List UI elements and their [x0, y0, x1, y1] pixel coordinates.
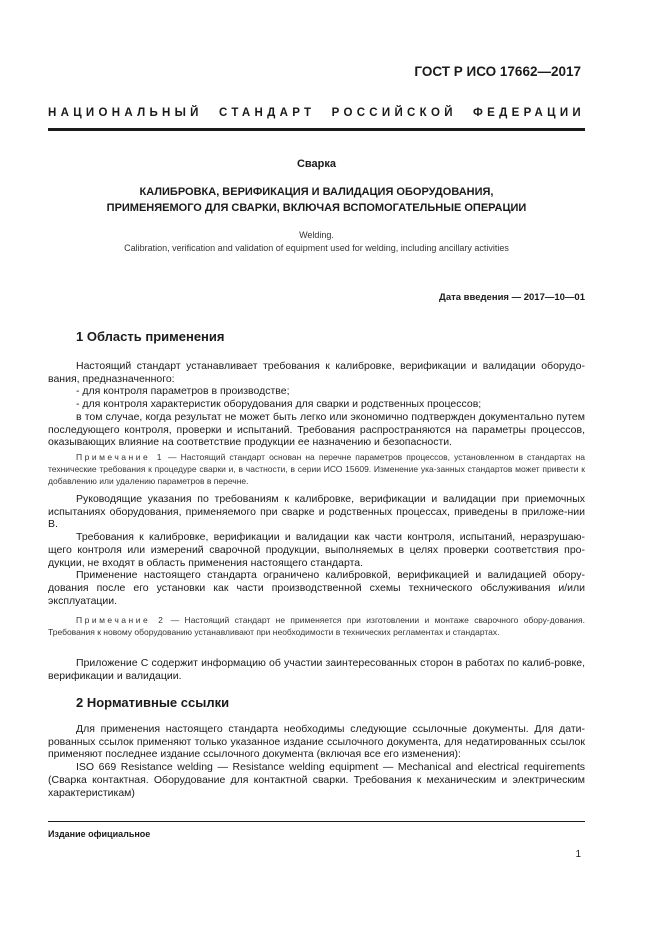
- guidance-paragraph: Руководящие указания по требованиям к калибровке, верификации и валидации при приемочных испытаниях оборудования, применяемого при сварке и родственных процессах, приведены в приложе-нии В.: [48, 493, 585, 531]
- section-2-para-1: [48, 723, 585, 799]
- limitation-paragraph: Применение настоящего стандарта ограничено калибровкой, верификацией и валидацией обору-дования после его установки как части производственной схемы технического обслуживания и/или эксплуатации.: [48, 569, 585, 607]
- note-1: [48, 452, 585, 487]
- header-rule: [48, 128, 585, 131]
- section-1-para-3: [48, 657, 585, 682]
- document-code: ГОСТ Р ИСО 17662—2017: [414, 64, 581, 79]
- note-2-text: — Настоящий стандарт не применяется при изготовлении и монтаже сварочного обору-дования. Требования к новому оборудованию устанавливают при необходимости в технических регламентах и стандартах.: [48, 615, 586, 637]
- section-1-heading: 1 Область применения: [76, 329, 225, 344]
- scope-list-item-2: - для контроля характеристик оборудования для сварки и родственных процессов;: [76, 398, 482, 411]
- scope-continuation: в том случае, когда результат не может быть легко или экономично подтвержден документально путем последующего контроля, проверки и испытаний. Требования распространяются на параметры процессов, оказывающих влияние на соответствие продукции ее назначению и безопасности.: [48, 410, 585, 449]
- main-title-ru: [48, 184, 585, 216]
- note-2-label: Примечание 2: [76, 615, 166, 625]
- note-1-text: — Настоящий стандарт основан на перечне параметров процессов, установленном в стандартах на технические требования к процедуре сварки и, в частности, в серии ИСО 15609. Изменение ука-занных стандартов может привести к добавлению или удалению параметров в перечне.: [48, 452, 585, 486]
- scope-paragraph: Настоящий стандарт устанавливает требования к калибровке, верификации и валидации оборудо-вания, предназначенного:: [48, 360, 585, 385]
- main-title-en: Calibration, verification and validation of equipment used for welding, including ancillary activities: [124, 243, 509, 253]
- title-en: [48, 229, 585, 255]
- exclusion-paragraph: Требования к калибровке, верификации и валидации как части контроля, испытаний, неразрушаю-щего контроля или измерений сварочной продукции, выполняемых в целях проверки соответствия про-дукции, не входят в область применения настоящего стандарта.: [48, 531, 585, 569]
- page-number: 1: [575, 849, 581, 860]
- note-1-label: Примечание 1: [76, 452, 164, 462]
- footer-rule: [48, 821, 585, 822]
- section-1-para-2: [48, 493, 585, 607]
- section-1-para-1: [48, 360, 585, 449]
- scope-list-item-1: - для контроля параметров в производстве;: [76, 385, 290, 398]
- national-standard-banner: НАЦИОНАЛЬНЫЙ СТАНДАРТ РОССИЙСКОЙ ФЕДЕРАЦИИ: [48, 107, 585, 119]
- references-intro-paragraph: Для применения настоящего стандарта необходимы следующие ссылочные документы. Для дати-рованных ссылок применяют только указанное издание ссылочного документа, для недатированных ссылок применяют последнее издание ссылочного документа (включая все его изменения):: [48, 723, 585, 761]
- annex-c-paragraph: Приложение С содержит информацию об участии заинтересованных сторон в работах по калиб-ровке, верификации и валидации.: [48, 657, 585, 682]
- reference-iso-669: ISO 669 Resistance welding — Resistance welding equipment — Mechanical and electrical requirements (Сварка контактная. Оборудование для контактной сварки. Требования к механическим и электрическим характеристикам): [48, 761, 585, 799]
- subject-title-ru: Сварка: [296, 158, 337, 170]
- edition-label: Издание официальное: [48, 829, 151, 839]
- subject-title-en: Welding.: [299, 230, 334, 240]
- main-title-line-2: ПРИМЕНЯЕМОГО ДЛЯ СВАРКИ, ВКЛЮЧАЯ ВСПОМОГАТЕЛЬНЫЕ ОПЕРАЦИИ: [106, 202, 527, 214]
- main-title-line-1: КАЛИБРОВКА, ВЕРИФИКАЦИЯ И ВАЛИДАЦИЯ ОБОРУДОВАНИЯ,: [139, 186, 494, 198]
- note-2: [48, 615, 585, 639]
- introduction-date: Дата введения — 2017—10—01: [439, 292, 585, 303]
- section-2-heading: 2 Нормативные ссылки: [76, 695, 230, 710]
